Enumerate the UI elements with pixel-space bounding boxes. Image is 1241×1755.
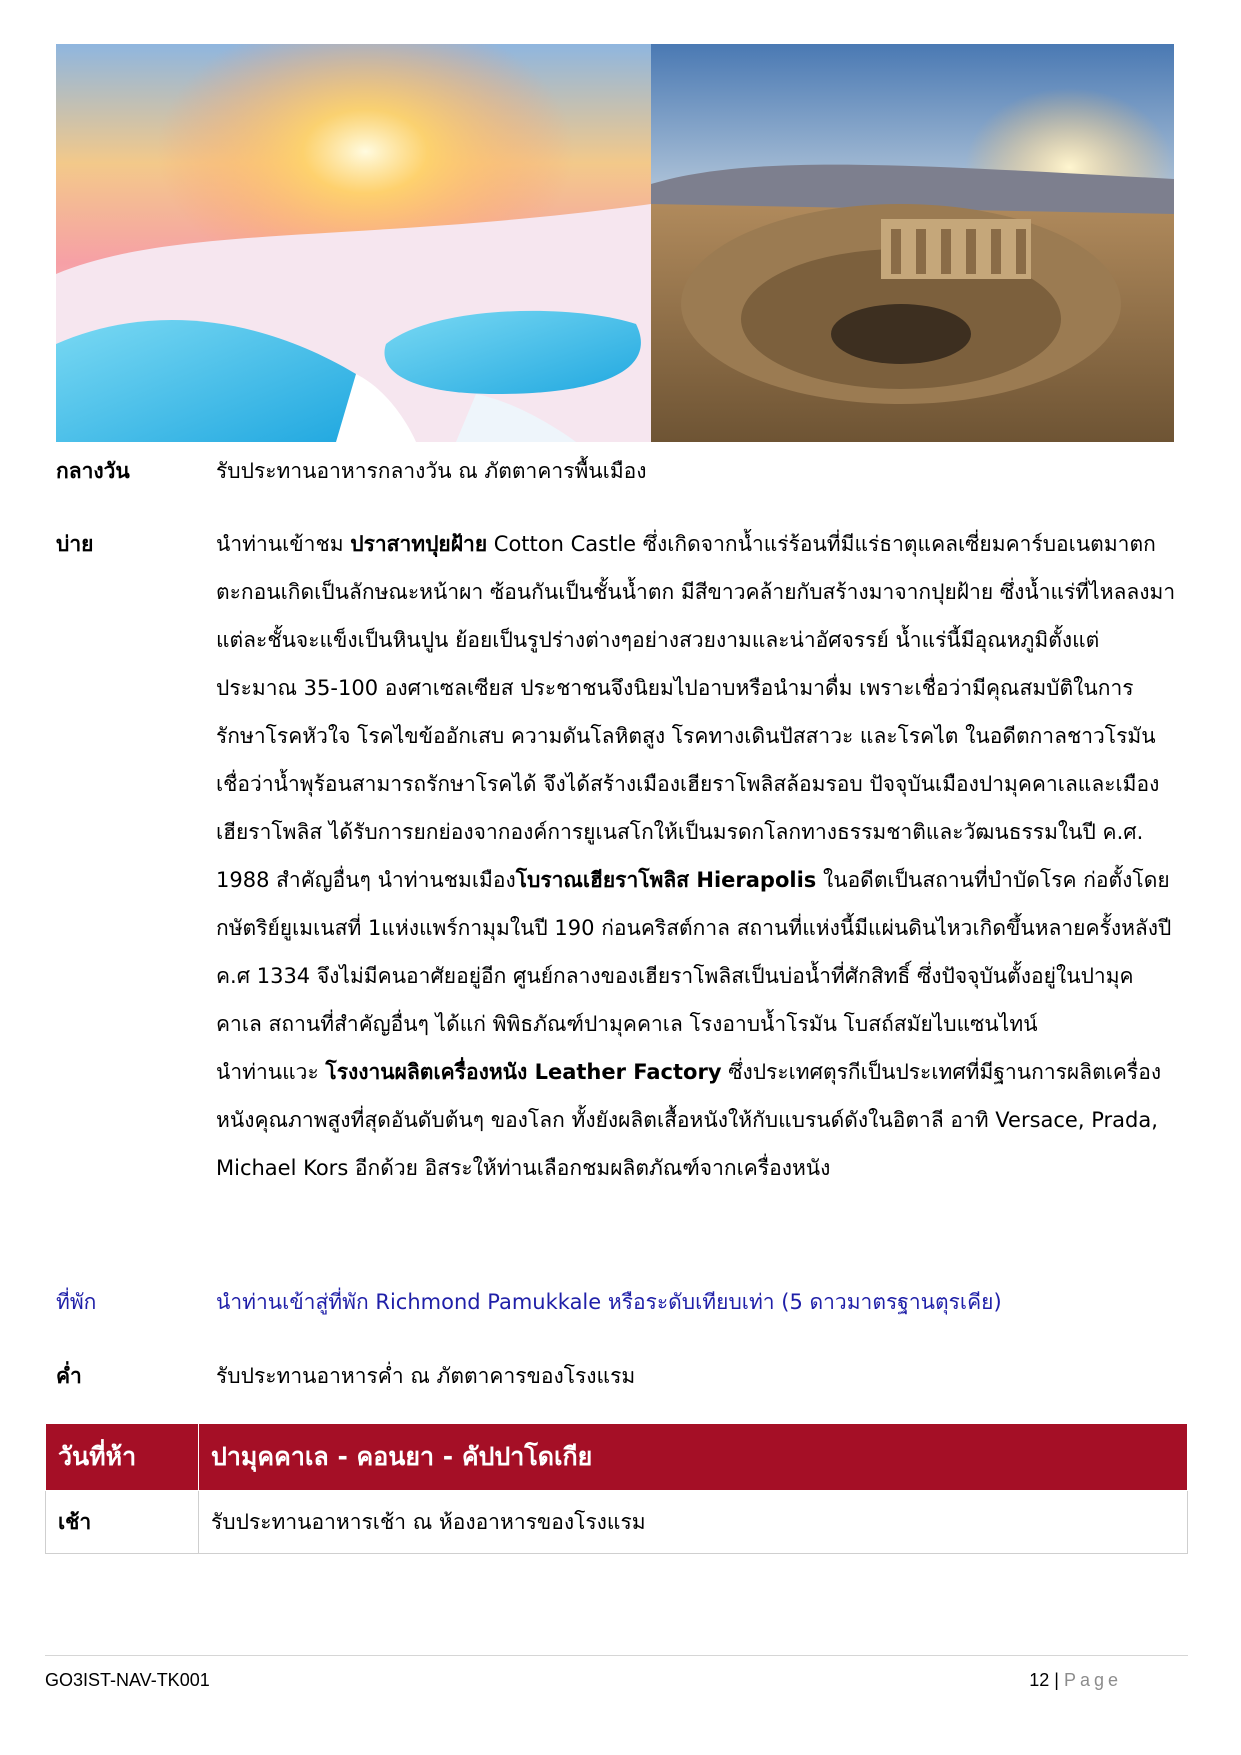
page-separator: | [1054, 1670, 1059, 1690]
day-label: วันที่ห้า [46, 1424, 199, 1491]
afternoon-p1-a: นำท่านเข้าชม [216, 532, 351, 556]
lunch-row [56, 447, 1176, 495]
dinner-label: ค่ำ [56, 1364, 82, 1388]
day-five-table [45, 1423, 1188, 1554]
dinner-text: รับประทานอาหารค่ำ ณ ภัตตาคารของโรงแรม [216, 1364, 636, 1388]
doc-code: GO3IST-NAV-TK001 [45, 1670, 210, 1690]
afternoon-p1-e: ในอดีตเป็นสถานที่บำบัดโรค ก่อตั้งโดยกษัตริย์ยูเมเนสที่ 1แห่งแพร์กามุมในปี 190 ก่อนคริสต์กาล สถานที่แห่งนี้มีแผ่นดินไหวเกิดขึ้นหลายครั้งหลังปี ค.ศ 1334 จึงไม่มีคนอาศัยอยู่อีก ศูนย์กลางของเฮียราโพลิสเป็นบ่อน้ำที่ศักสิทธิ์ ซึ่งปัจจุบันตั้งอยู่ในปามุคคาเล สถานที่สำคัญอื่นๆ ได้แก่ พิพิธภัณฑ์ปามุคคาเล โรงอาบน้ำโรมัน โบสถ์สมัยไบแซนไทน์ [216, 868, 1172, 1036]
afternoon-label: บ่าย [56, 532, 94, 556]
breakfast-row [46, 1491, 1188, 1554]
afternoon-text [216, 520, 1176, 1192]
page-number: 12 [1029, 1670, 1050, 1690]
dinner-row [56, 1352, 1176, 1400]
hierapolis-theatre-photo [651, 44, 1174, 442]
breakfast-label: เช้า [46, 1491, 199, 1554]
page-footer [45, 1655, 1188, 1696]
lunch-label: กลางวัน [56, 459, 130, 483]
hotel-label: ที่พัก [56, 1290, 97, 1314]
cotton-castle-bold: ปราสาทปุยฝ้าย [350, 532, 488, 556]
breakfast-text: รับประทานอาหารเช้า ณ ห้องอาหารของโรงแรม [199, 1491, 1188, 1554]
day-header-row [46, 1424, 1188, 1491]
hotel-row [56, 1278, 1176, 1326]
day-title: ปามุคคาเล - คอนยา - คัปปาโดเกีย [199, 1424, 1188, 1491]
hotel-text: นำท่านเข้าสู่ที่พัก Richmond Pamukkale หรือระดับเทียบเท่า (5 ดาวมาตรฐานตุรเคีย) [216, 1290, 1002, 1314]
afternoon-p2-c: ซึ่งประเทศตุรกีเป็นประเทศที่มีฐานการผลิตเครื่องหนังคุณภาพสูงที่สุดอันดับต้นๆ ของโลก ทั้งยังผลิตเสื้อหนังให้กับแบรนด์ดังในอิตาลี อาทิ Versace, Prada, Michael Kors อีกด้วย อิสระให้ท่านเลือกชมผลิตภัณฑ์จากเครื่องหนัง [216, 1060, 1162, 1180]
pamukkale-terraces-photo [56, 44, 651, 442]
page-word: Page [1063, 1670, 1122, 1690]
afternoon-p2-a: นำท่านแวะ [216, 1060, 326, 1084]
hierapolis-bold: โบราณเฮียราโพลิส Hierapolis [515, 868, 817, 892]
photo-strip [56, 44, 1174, 442]
page-indicator [1029, 1670, 1122, 1691]
afternoon-p1-c: Cotton Castle ซึ่งเกิดจากน้ำแร่ร้อนที่มีแร่ธาตุแคลเซี่ยมคาร์บอเนตมาตกตะกอนเกิดเป็นลักษณะหน้าผา ซ้อนกันเป็นชั้นน้ำตก มีสีขาวคล้ายกับสร้างมาจากปุยฝ้าย ซึ่งน้ำแร่ที่ไหลลงมาแต่ละชั้นจะแข็งเป็นหินปูน ย้อยเป็นรูปร่างต่างๆอย่างสวยงามและน่าอัศจรรย์ น้ำแร่นี้มีอุณหภูมิตั้งแต่ประมาณ 35-100 องศาเซลเซียส ประชาชนจึงนิยมไปอาบหรือนำมาดื่ม เพราะเชื่อว่ามีคุณสมบัติในการรักษาโรคหัวใจ โรคไขข้ออักเสบ ความดันโลหิตสูง โรคทางเดินปัสสาวะ และโรคไต ในอดีตกาลชาวโรมันเชื่อว่าน้ำพุร้อนสามารถรักษาโรคได้ จึงได้สร้างเมืองเฮียราโพลิสล้อมรอบ ปัจจุบันเมืองปามุคคาเลและเมืองเฮียราโพลิส ได้รับการยกย่องจากองค์การยูเนสโกให้เป็นมรดกโลกทางธรรมชาติและวัฒนธรรมในปี ค.ศ. 1988 สำคัญอื่นๆ นำท่านชมเมือง [216, 532, 1176, 892]
afternoon-row [56, 520, 1176, 1192]
lunch-text: รับประทานอาหารกลางวัน ณ ภัตตาคารพื้นเมือง [216, 459, 647, 483]
leather-factory-bold: โรงงานผลิตเครื่องหนัง Leather Factory [325, 1060, 722, 1084]
